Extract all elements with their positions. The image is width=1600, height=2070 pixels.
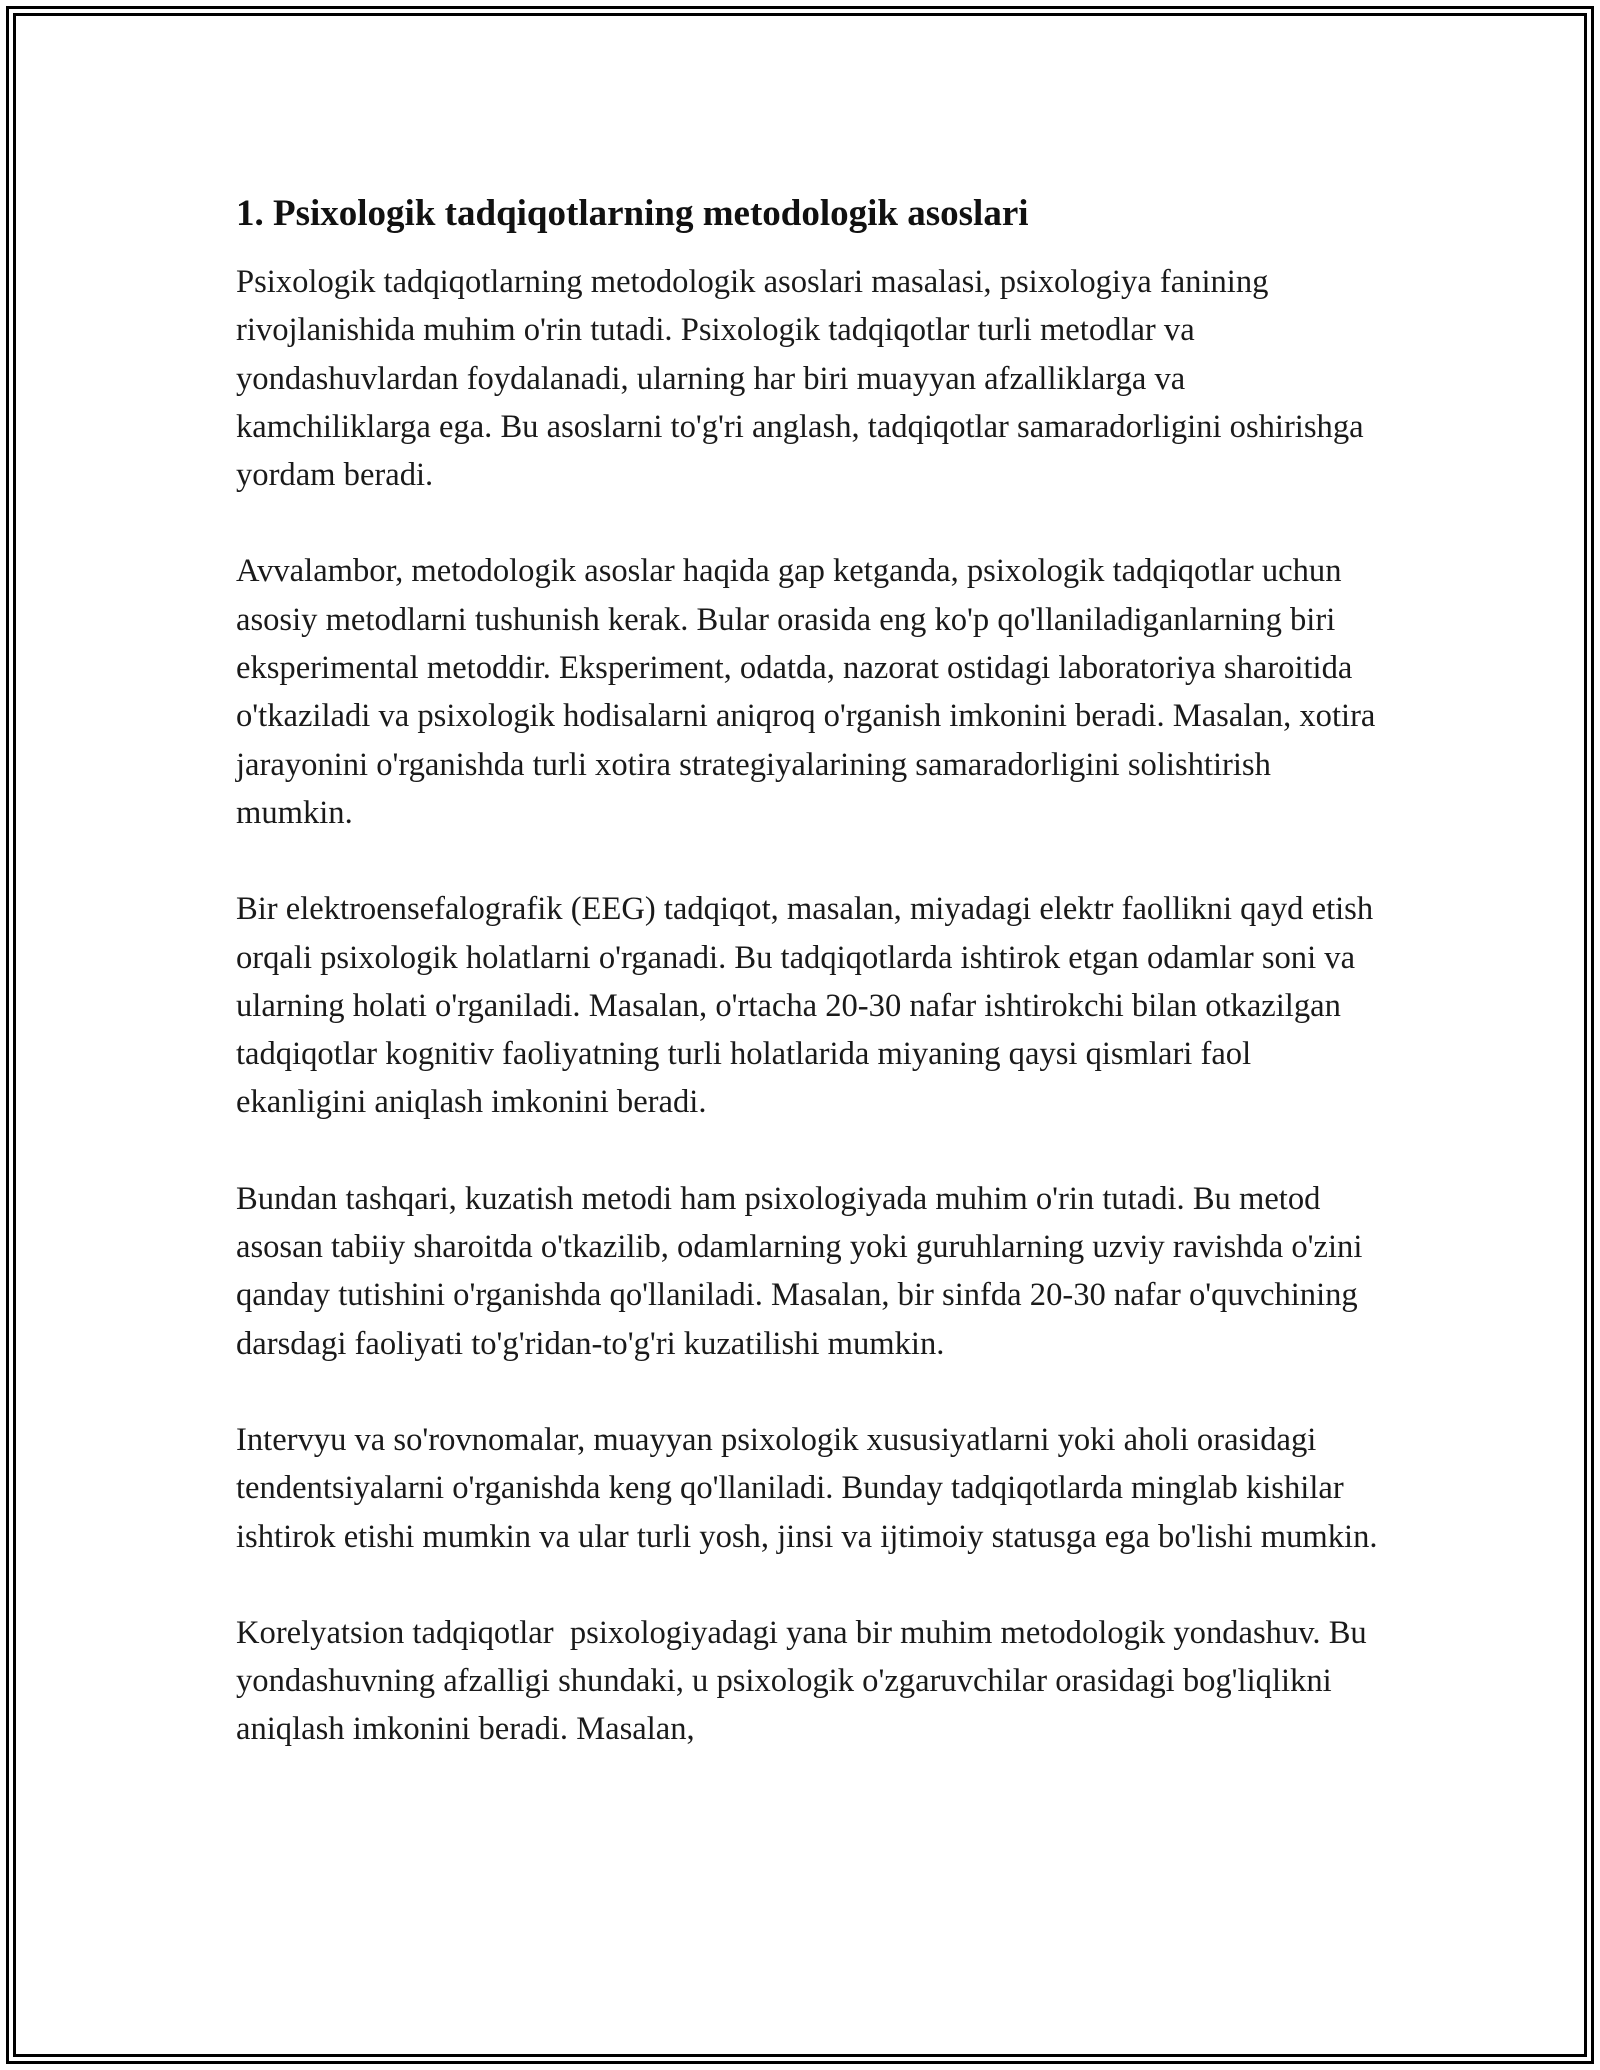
paragraph-3: Bir elektroensefalografik (EEG) tadqiqot, masalan, miyadagi elektr faollikni qayd etish orqali psixologik holatlarni o'rganadi. Bu tadqiqotlarda ishtirok etgan odamlar soni va ularning holati o'rganiladi. Masalan, o'rtacha 20-30 nafar ishtirokchi bilan otkazilgan tadqiqotlar kognitiv faoliyatning turli holatlarida miyaning qaysi qismlari faol ekanligini aniqlash imkonini beradi. bbox=[236, 891, 1374, 1121]
paragraph-1: Psixologik tadqiqotlarning metodologik asoslari masalasi, psixologiya fanining rivojlanishida muhim o'rin tutadi. Psixologik tadqiqotlar turli metodlar va yondashuvlardan foydalanadi, ularning har biri muayyan afzalliklarga va kamchiliklarga ega. Bu asoslarni to'g'ri anglash, tadqiqotlar samaradorligini oshirishga yordam beradi. bbox=[236, 264, 1364, 494]
section-heading: 1. Psixologik tadqiqotlarning metodologik asoslari bbox=[236, 193, 1029, 234]
paragraph-6: Korelyatsion tadqiqotlar psixologiyadagi yana bir muhim metodologik yondashuv. Bu yondashuvning afzalligi shundaki, u psixologik o'zgaruvchilar orasidagi bog'liqlikni aniqlash imkonini beradi. Masalan, bbox=[236, 1614, 1375, 1748]
paragraph-4: Bundan tashqari, kuzatish metodi ham psixologiyada muhim o'rin tutadi. Bu metod asosan tabiiy sharoitda o'tkazilib, odamlarning yoki guruhlarning uzviy ravishda o'zini qanday tutishini o'rganishda qo'llaniladi. Masalan, bir sinfda 20-30 nafar o'quvchining darsdagi faoliyati to'g'ridan-to'g'ri kuzatilishi mumkin. bbox=[236, 1180, 1363, 1362]
paragraph-5: Intervyu va so'rovnomalar, muayyan psixologik xususiyatlarni yoki aholi orasidagi tendentsiyalarni o'rganishda keng qo'llaniladi. Bunday tadqiqotlarda minglab kishilar ishtirok etishi mumkin va ular turli yosh, jinsi va ijtimoiy statusga ega bo'lishi mumkin. bbox=[236, 1421, 1378, 1555]
document-body bbox=[236, 188, 1386, 1802]
paragraph-2: Avvalambor, metodologik asoslar haqida gap ketganda, psixologik tadqiqotlar uchun asosiy metodlarni tushunish kerak. Bular orasida eng ko'p qo'llaniladiganlarning biri eksperimental metoddir. Eksperiment, odatda, nazorat ostidagi laboratoriya sharoitida o'tkaziladi va psixologik hodisalarni aniqroq o'rganish imkonini beradi. Masalan, xotira jarayonini o'rganishda turli xotira strategiyalarining samaradorligini solishtirish mumkin. bbox=[236, 553, 1376, 831]
